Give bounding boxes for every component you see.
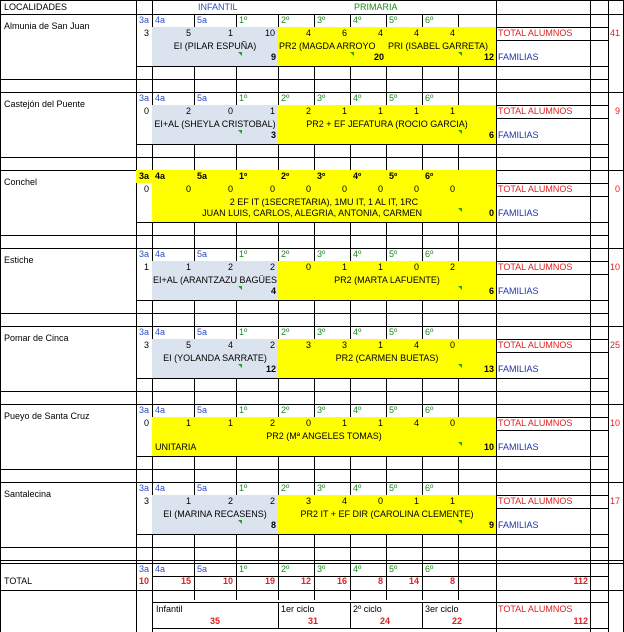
- ei-count: 4: [270, 286, 276, 296]
- total-alumnos-label: TOTAL ALUMNOS: [498, 496, 573, 506]
- grade-label: 6º: [425, 249, 434, 259]
- familias-label: FAMILIAS: [498, 364, 539, 374]
- total-alumnos-label: TOTAL ALUMNOS: [498, 340, 573, 350]
- student-count: 2: [269, 340, 275, 350]
- grade-label: 3º: [317, 405, 326, 415]
- comment-indicator-icon: [458, 364, 462, 368]
- grid-hline: [0, 469, 152, 470]
- school-name: Almunia de San Juan: [4, 21, 90, 31]
- school-total: 17: [609, 496, 620, 506]
- school-name: Estiche: [4, 255, 34, 265]
- total-alumnos-label: TOTAL ALUMNOS: [498, 106, 573, 116]
- grade-label: 4º: [353, 564, 362, 574]
- total-count: 8: [449, 576, 455, 586]
- ei-teacher: EI+AL (ARANTZAZU BAGÜES: [153, 275, 277, 285]
- student-count: 0: [413, 184, 419, 194]
- summary-ciclo3-value: 22: [451, 616, 462, 626]
- school-total: 10: [609, 418, 620, 428]
- student-count: 10: [264, 28, 275, 38]
- grade-label: 6º: [425, 564, 434, 574]
- grand-total: 112: [573, 576, 588, 586]
- grade-label: 5a: [197, 249, 208, 259]
- student-count: 3: [143, 496, 149, 506]
- grade-label: 2º: [281, 249, 290, 259]
- grid-hline: [136, 222, 608, 223]
- student-count: 3: [341, 340, 347, 350]
- teacher-line-2: JUAN LUIS, CARLOS, ALEGRIA, ANTONIA, CARMEN: [202, 208, 422, 218]
- summary-infantil-label: Infantil: [156, 604, 183, 614]
- grade-label: 4º: [353, 15, 362, 25]
- student-count: 0: [143, 418, 149, 428]
- student-count: 0: [305, 418, 311, 428]
- grade-label: 4a: [155, 405, 166, 415]
- student-count: 1: [341, 262, 347, 272]
- grade-label: 6º: [425, 483, 434, 493]
- grade-label: 5a: [197, 405, 208, 415]
- comment-indicator-icon: [238, 286, 242, 290]
- pr-teacher: PR2 IT + EF DIR (CAROLINA CLEMENTE): [300, 509, 474, 519]
- grid-hline: [136, 456, 608, 457]
- familias-label: FAMILIAS: [498, 130, 539, 140]
- comment-indicator-icon: [458, 520, 462, 524]
- student-count: 1: [269, 106, 275, 116]
- ei-count: 8: [270, 520, 276, 530]
- comment-indicator-icon: [350, 52, 354, 56]
- ei-teacher: EI (YOLANDA SARRATE): [163, 353, 267, 363]
- familias-label: FAMILIAS: [498, 442, 539, 452]
- grade-label: 5a: [197, 483, 208, 493]
- teacher-line-1: 2 EF IT (1SECRETARIA), 1MU IT, 1 AL IT, 1RC: [229, 197, 419, 207]
- summary-total-label: TOTAL ALUMNOS: [498, 604, 573, 614]
- comment-indicator-icon: [238, 520, 242, 524]
- grade-label: 4º: [353, 249, 362, 259]
- grid-hline: [0, 79, 152, 80]
- total-alumnos-label: TOTAL ALUMNOS: [498, 262, 573, 272]
- total-alumnos-label: TOTAL ALUMNOS: [498, 418, 573, 428]
- student-count: 4: [305, 28, 311, 38]
- grade-label: 4º: [353, 483, 362, 493]
- student-count: 1: [377, 262, 383, 272]
- comment-indicator-icon: [458, 130, 462, 134]
- student-count: 3: [305, 340, 311, 350]
- grid-vline: [0, 0, 1, 632]
- grid-vline: [136, 0, 137, 632]
- grid-vline: [608, 0, 609, 632]
- comment-indicator-icon: [238, 364, 242, 368]
- student-count: 5: [185, 28, 191, 38]
- grade-label: 5a: [197, 15, 208, 25]
- student-count: 2: [185, 106, 191, 116]
- student-count: 1: [449, 496, 455, 506]
- grade-label: 5a: [197, 93, 208, 103]
- grade-label: 3º: [317, 327, 326, 337]
- grade-label: 3a: [139, 327, 150, 337]
- pr-teacher-a: PR2 (MAGDA ARROYO: [279, 41, 376, 51]
- grade-label: 5º: [389, 249, 398, 259]
- comment-indicator-icon: [458, 208, 462, 212]
- comment-indicator-icon: [458, 52, 462, 56]
- total-label: TOTAL: [4, 576, 33, 586]
- unitaria-label: UNITARIA: [155, 442, 197, 452]
- student-count: 2: [227, 496, 233, 506]
- student-count: 5: [185, 340, 191, 350]
- student-count: 4: [413, 418, 419, 428]
- total-count: 19: [264, 576, 275, 586]
- grid-hline: [0, 313, 152, 314]
- total-count: 15: [180, 576, 191, 586]
- header-primaria: PRIMARIA: [354, 2, 398, 12]
- grade-label: 4a: [155, 15, 166, 25]
- student-count: 4: [413, 28, 419, 38]
- pr-count: 6: [488, 286, 494, 296]
- grid-hline: [0, 560, 624, 561]
- ei-count: 12: [265, 364, 276, 374]
- student-count: 0: [185, 184, 191, 194]
- familias-label: FAMILIAS: [498, 208, 539, 218]
- student-count: 0: [305, 184, 311, 194]
- grade-label: 1º: [239, 249, 248, 259]
- student-count: 1: [449, 106, 455, 116]
- pr-teacher: PR2 (MARTA LAFUENTE): [334, 275, 440, 285]
- familias-label: FAMILIAS: [498, 52, 539, 62]
- ei-count: 9: [270, 52, 276, 62]
- grade-label: 3a: [139, 249, 150, 259]
- grade-label: 4a: [155, 483, 166, 493]
- school-name: Conchel: [4, 177, 38, 187]
- pr-count-a: 20: [373, 52, 384, 62]
- grade-label: 5º: [389, 483, 398, 493]
- student-count: 0: [227, 184, 233, 194]
- grid-hline: [0, 590, 624, 591]
- student-count: 1: [185, 262, 191, 272]
- grade-label: 1º: [239, 405, 248, 415]
- grade-label: 3º: [317, 93, 326, 103]
- summary-ciclo3-label: 3er ciclo: [425, 604, 459, 614]
- grade-label: 3a: [139, 93, 150, 103]
- student-count: 0: [269, 184, 275, 194]
- student-count: 1: [413, 106, 419, 116]
- grade-label: 2º: [281, 93, 290, 103]
- grade-label: 4º: [353, 93, 362, 103]
- grade-label: 1º: [239, 15, 248, 25]
- grid-hline: [136, 469, 608, 470]
- grade-label: 1º: [239, 327, 248, 337]
- grade-label: 3º: [317, 564, 326, 574]
- student-count: 0: [377, 496, 383, 506]
- grade-label: 3a: [139, 15, 150, 25]
- group-count: 0: [488, 208, 494, 218]
- student-count: 1: [227, 28, 233, 38]
- student-count: 4: [413, 340, 419, 350]
- grade-label: 5a: [197, 327, 208, 337]
- student-count: 0: [143, 106, 149, 116]
- student-count: 1: [377, 106, 383, 116]
- grid-hline: [136, 235, 608, 236]
- comment-indicator-icon: [238, 130, 242, 134]
- grade-label: 6º: [425, 405, 434, 415]
- student-count: 3: [305, 496, 311, 506]
- familias-label: FAMILIAS: [498, 286, 539, 296]
- student-count: 2: [227, 262, 233, 272]
- student-count: 2: [305, 106, 311, 116]
- grid-hline: [136, 300, 608, 301]
- school-total: 25: [609, 340, 620, 350]
- student-count: 0: [449, 184, 455, 194]
- pr-count-b: 12: [483, 52, 494, 62]
- pr-teacher: PR2 (CARMEN BUETAS): [335, 353, 439, 363]
- grade-label: 1º: [239, 171, 248, 181]
- grid-hline: [136, 547, 608, 548]
- summary-ciclo1-label: 1er ciclo: [281, 604, 315, 614]
- student-count: 1: [341, 106, 347, 116]
- student-count: 2: [269, 262, 275, 272]
- ei-teacher: EI (PILAR ESPUÑA): [173, 41, 257, 51]
- grade-label: 4a: [155, 93, 166, 103]
- grade-label: 3a: [139, 405, 150, 415]
- grade-label: 2º: [281, 15, 290, 25]
- grade-label: 4º: [353, 171, 362, 181]
- grid-vline: [496, 0, 497, 632]
- school-name: Castejón del Puente: [4, 99, 86, 109]
- student-count: 1: [413, 496, 419, 506]
- pr-teacher-b: PRI (ISABEL GARRETA): [388, 41, 489, 51]
- student-count: 1: [227, 418, 233, 428]
- grid-hline: [0, 157, 152, 158]
- grade-label: 5º: [389, 405, 398, 415]
- school-total: 41: [609, 28, 620, 38]
- grid-hline: [136, 534, 608, 535]
- student-count: 0: [449, 340, 455, 350]
- total-alumnos-label: TOTAL ALUMNOS: [498, 28, 573, 38]
- grade-label: 3º: [317, 15, 326, 25]
- comment-indicator-icon: [458, 442, 462, 446]
- total-count: 14: [408, 576, 419, 586]
- header-infantil: INFANTIL: [198, 2, 238, 12]
- summary-ciclo2-label: 2º ciclo: [353, 604, 382, 614]
- student-count: 4: [449, 28, 455, 38]
- grade-label: 1º: [239, 564, 248, 574]
- grid-hline: [0, 235, 152, 236]
- total-count: 8: [377, 576, 383, 586]
- summary-ciclo2-value: 24: [379, 616, 390, 626]
- student-count: 4: [377, 28, 383, 38]
- grid-hline: [136, 79, 608, 80]
- grade-label: 5a: [197, 564, 208, 574]
- pr-count: 6: [488, 130, 494, 140]
- grade-label: 1º: [239, 93, 248, 103]
- comment-indicator-icon: [238, 52, 242, 56]
- school-total: 9: [614, 106, 620, 116]
- grade-label: 3a: [139, 171, 150, 181]
- total-count: 10: [138, 576, 149, 586]
- grade-label: 3a: [139, 564, 150, 574]
- grid-vline: [590, 0, 591, 632]
- student-count: 1: [377, 340, 383, 350]
- grade-label: 6º: [425, 15, 434, 25]
- student-count: 6: [341, 28, 347, 38]
- grid-hline: [0, 547, 152, 548]
- student-count: 0: [227, 106, 233, 116]
- school-total: 10: [609, 262, 620, 272]
- ei-teacher: EI (MARINA RECASENS): [163, 509, 267, 519]
- grid-hline: [136, 378, 608, 379]
- school-total: 0: [614, 184, 620, 194]
- pr-count: 9: [488, 520, 494, 530]
- total-alumnos-label: TOTAL ALUMNOS: [498, 184, 573, 194]
- grid-hline: [0, 391, 152, 392]
- grade-label: 5º: [389, 15, 398, 25]
- grid-hline: [136, 313, 608, 314]
- grade-label: 5º: [389, 171, 398, 181]
- grade-label: 2º: [281, 327, 290, 337]
- familias-label: FAMILIAS: [498, 520, 539, 530]
- grid-hline: [136, 66, 608, 67]
- student-count: 1: [341, 418, 347, 428]
- grade-label: 3º: [317, 483, 326, 493]
- group-count: 10: [483, 442, 494, 452]
- pr-count: 13: [483, 364, 494, 374]
- pr-teacher: PR2 + EF JEFATURA (ROCIO GARCIA): [306, 119, 468, 129]
- summary-total-value: 112: [573, 616, 588, 626]
- student-count: 4: [227, 340, 233, 350]
- comment-indicator-icon: [458, 286, 462, 290]
- grade-label: 4a: [155, 327, 166, 337]
- student-count: 4: [341, 496, 347, 506]
- grade-label: 5º: [389, 327, 398, 337]
- grade-label: 1º: [239, 483, 248, 493]
- student-count: 1: [377, 418, 383, 428]
- student-count: 2: [449, 262, 455, 272]
- grid-hline: [136, 144, 608, 145]
- grade-label: 6º: [425, 327, 434, 337]
- school-name: Pomar de Cinca: [4, 333, 69, 343]
- grade-label: 5º: [389, 93, 398, 103]
- summary-infantil-value: 35: [209, 616, 220, 626]
- school-name: Santalecina: [4, 489, 52, 499]
- student-count: 1: [143, 262, 149, 272]
- student-count: 1: [185, 496, 191, 506]
- grade-label: 2º: [281, 405, 290, 415]
- student-count: 1: [185, 418, 191, 428]
- grade-label: 3º: [317, 171, 326, 181]
- summary-ciclo1-value: 31: [307, 616, 318, 626]
- grade-label: 4º: [353, 327, 362, 337]
- student-count: 0: [143, 184, 149, 194]
- student-count: 0: [413, 262, 419, 272]
- grade-label: 4º: [353, 405, 362, 415]
- total-count: 16: [336, 576, 347, 586]
- grade-label: 4a: [155, 249, 166, 259]
- student-count: 3: [143, 340, 149, 350]
- grade-label: 5a: [197, 171, 208, 181]
- header-localidades: LOCALIDADES: [4, 2, 68, 12]
- student-count: 0: [305, 262, 311, 272]
- grid-hline: [136, 157, 608, 158]
- student-count: 2: [269, 418, 275, 428]
- student-count: 0: [449, 418, 455, 428]
- grade-label: 5º: [389, 564, 398, 574]
- total-count: 10: [222, 576, 233, 586]
- student-count: 2: [269, 496, 275, 506]
- student-count: 3: [143, 28, 149, 38]
- grade-label: 3a: [139, 483, 150, 493]
- grid-hline: [152, 628, 608, 629]
- student-count: 0: [341, 184, 347, 194]
- student-count: 0: [377, 184, 383, 194]
- grade-label: 2º: [281, 564, 290, 574]
- grade-label: 4a: [155, 171, 166, 181]
- school-name: Pueyo de Santa Cruz: [4, 411, 90, 421]
- grade-label: 6º: [425, 171, 434, 181]
- grade-label: 3º: [317, 249, 326, 259]
- grid-hline: [136, 391, 608, 392]
- grade-label: 2º: [281, 171, 290, 181]
- total-count: 12: [300, 576, 311, 586]
- grade-label: 2º: [281, 483, 290, 493]
- grade-label: 4a: [155, 564, 166, 574]
- ei-teacher: EI+AL (SHEYLA CRISTOBAL): [154, 119, 276, 129]
- teacher-line-1: PR2 (Mª ANGELES TOMAS): [266, 431, 382, 441]
- grade-label: 6º: [425, 93, 434, 103]
- ei-count: 3: [270, 130, 276, 140]
